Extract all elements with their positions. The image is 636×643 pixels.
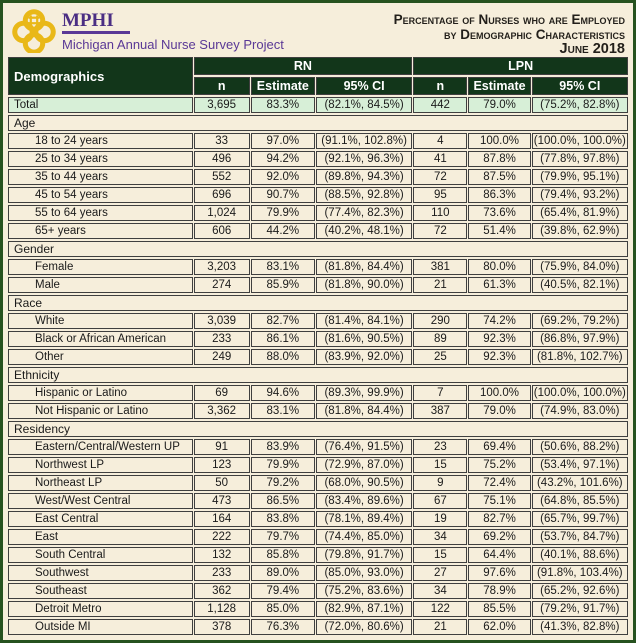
table-row (8, 313, 628, 329)
value-cell: (81.6%, 90.5%) (316, 331, 412, 347)
table-row (8, 583, 628, 599)
value-cell: 1,024 (194, 205, 250, 221)
value-cell: 86.1% (251, 331, 315, 347)
row-label: 35 to 44 years (8, 169, 193, 185)
section-row (8, 241, 628, 257)
value-cell: (81.8%, 84.4%) (316, 403, 412, 419)
value-cell: 15 (413, 457, 467, 473)
value-cell: (81.8%, 102.7%) (532, 349, 628, 365)
row-label: East Central (8, 511, 193, 527)
value-cell: 92.0% (251, 169, 315, 185)
section-label: Gender (8, 241, 628, 257)
value-cell: (89.3%, 99.9%) (316, 385, 412, 401)
value-cell: 61.3% (468, 277, 530, 293)
value-cell: 97.0% (251, 133, 315, 149)
table-row (8, 475, 628, 491)
value-cell: 15 (413, 547, 467, 563)
value-cell: 233 (194, 565, 250, 581)
section-row (8, 421, 628, 437)
value-cell: 69.2% (468, 529, 530, 545)
value-cell: 72 (413, 223, 467, 239)
value-cell: 123 (194, 457, 250, 473)
value-cell: 3,695 (194, 97, 250, 113)
value-cell: 21 (413, 619, 467, 635)
value-cell: 94.6% (251, 385, 315, 401)
row-label: West/West Central (8, 493, 193, 509)
brand-acronym: MPHI (62, 11, 130, 34)
section-label: Residency (8, 421, 628, 437)
value-cell: (40.1%, 88.6%) (532, 547, 628, 563)
value-cell: (75.2%, 83.6%) (316, 583, 412, 599)
lpn-estimate-header: Estimate (468, 77, 530, 95)
value-cell: 33 (194, 133, 250, 149)
value-cell: 222 (194, 529, 250, 545)
value-cell: (81.4%, 84.1%) (316, 313, 412, 329)
row-label: Southeast (8, 583, 193, 599)
value-cell: 473 (194, 493, 250, 509)
value-cell: 92.3% (468, 331, 530, 347)
value-cell: 86.5% (251, 493, 315, 509)
table-row (8, 259, 628, 275)
value-cell: 100.0% (468, 385, 530, 401)
section-row (8, 367, 628, 383)
value-cell: 83.3% (251, 97, 315, 113)
table-row (8, 187, 628, 203)
value-cell: (92.1%, 96.3%) (316, 151, 412, 167)
row-label: Eastern/Central/Western UP (8, 439, 193, 455)
value-cell: (68.0%, 90.5%) (316, 475, 412, 491)
value-cell: (100.0%, 100.0%) (532, 133, 628, 149)
value-cell: (88.5%, 92.8%) (316, 187, 412, 203)
value-cell: (83.9%, 92.0%) (316, 349, 412, 365)
row-label: Other (8, 349, 193, 365)
report-title (394, 9, 625, 57)
value-cell: 72 (413, 169, 467, 185)
rn-estimate-header: Estimate (251, 77, 315, 95)
value-cell: (53.4%, 97.1%) (532, 457, 628, 473)
table-row (8, 385, 628, 401)
value-cell: (69.2%, 79.2%) (532, 313, 628, 329)
group-header-row (8, 57, 628, 75)
rn-ci-header: 95% CI (316, 77, 412, 95)
value-cell: (65.7%, 99.7%) (532, 511, 628, 527)
row-label: Northwest LP (8, 457, 193, 473)
table-row (8, 547, 628, 563)
row-label: Male (8, 277, 193, 293)
value-cell: 3,203 (194, 259, 250, 275)
value-cell: 50 (194, 475, 250, 491)
value-cell: 82.7% (251, 313, 315, 329)
section-label: Ethnicity (8, 367, 628, 383)
brand-text (62, 9, 284, 52)
rn-n-header: n (194, 77, 250, 95)
value-cell: 7 (413, 385, 467, 401)
value-cell: (91.1%, 102.8%) (316, 133, 412, 149)
row-label: 65+ years (8, 223, 193, 239)
value-cell: 85.9% (251, 277, 315, 293)
value-cell: (81.8%, 84.4%) (316, 259, 412, 275)
value-cell: (53.7%, 84.7%) (532, 529, 628, 545)
table-row (8, 511, 628, 527)
value-cell: (79.8%, 91.7%) (316, 547, 412, 563)
value-cell: 122 (413, 601, 467, 617)
row-label: 55 to 64 years (8, 205, 193, 221)
value-cell: (72.9%, 87.0%) (316, 457, 412, 473)
value-cell: 92.3% (468, 349, 530, 365)
table-row (8, 457, 628, 473)
report-banner (3, 3, 633, 55)
report-title-line2: by Demographic Characteristics (443, 27, 625, 42)
value-cell: 44.2% (251, 223, 315, 239)
value-cell: 290 (413, 313, 467, 329)
section-label: Age (8, 115, 628, 131)
value-cell: 9 (413, 475, 467, 491)
value-cell: (64.8%, 85.5%) (532, 493, 628, 509)
value-cell: (82.1%, 84.5%) (316, 97, 412, 113)
value-cell: 79.9% (251, 457, 315, 473)
value-cell: 62.0% (468, 619, 530, 635)
value-cell: (83.4%, 89.6%) (316, 493, 412, 509)
row-label: South Central (8, 547, 193, 563)
value-cell: 387 (413, 403, 467, 419)
value-cell: 552 (194, 169, 250, 185)
value-cell: 606 (194, 223, 250, 239)
table-row (8, 151, 628, 167)
row-label: Northeast LP (8, 475, 193, 491)
value-cell: 132 (194, 547, 250, 563)
value-cell: (72.0%, 80.6%) (316, 619, 412, 635)
brand-subtitle: Michigan Annual Nurse Survey Project (62, 37, 284, 52)
value-cell: 83.9% (251, 439, 315, 455)
table-row (8, 331, 628, 347)
value-cell: 51.4% (468, 223, 530, 239)
total-row (8, 97, 628, 113)
value-cell: 27 (413, 565, 467, 581)
lpn-n-header: n (413, 77, 467, 95)
value-cell: 19 (413, 511, 467, 527)
row-label: Not Hispanic or Latino (8, 403, 193, 419)
row-label: 45 to 54 years (8, 187, 193, 203)
value-cell: 89.0% (251, 565, 315, 581)
value-cell: 41 (413, 151, 467, 167)
value-cell: 78.9% (468, 583, 530, 599)
table-row (8, 205, 628, 221)
value-cell: 79.0% (468, 97, 530, 113)
value-cell: 94.2% (251, 151, 315, 167)
value-cell: 100.0% (468, 133, 530, 149)
value-cell: 75.1% (468, 493, 530, 509)
value-cell: 1,128 (194, 601, 250, 617)
value-cell: (74.4%, 85.0%) (316, 529, 412, 545)
value-cell: 110 (413, 205, 467, 221)
row-label: Outside MI (8, 619, 193, 635)
report-title-date: June 2018 (559, 41, 625, 57)
value-cell: 83.1% (251, 259, 315, 275)
value-cell: (79.9%, 95.1%) (532, 169, 628, 185)
value-cell: 90.7% (251, 187, 315, 203)
value-cell: 274 (194, 277, 250, 293)
section-row (8, 115, 628, 131)
value-cell: (75.9%, 84.0%) (532, 259, 628, 275)
value-cell: 64.4% (468, 547, 530, 563)
row-label: Southwest (8, 565, 193, 581)
value-cell: 80.0% (468, 259, 530, 275)
value-cell: 3,039 (194, 313, 250, 329)
value-cell: (39.8%, 62.9%) (532, 223, 628, 239)
value-cell: (75.2%, 82.8%) (532, 97, 628, 113)
section-label: Race (8, 295, 628, 311)
value-cell: (91.8%, 103.4%) (532, 565, 628, 581)
table-row (8, 601, 628, 617)
brand-block (11, 9, 284, 53)
table-row (8, 403, 628, 419)
rn-group-header: RN (194, 57, 413, 75)
value-cell: 76.3% (251, 619, 315, 635)
value-cell: (77.4%, 82.3%) (316, 205, 412, 221)
table-row (8, 439, 628, 455)
row-label: White (8, 313, 193, 329)
table-body (8, 97, 628, 635)
table-row (8, 133, 628, 149)
value-cell: (82.9%, 87.1%) (316, 601, 412, 617)
value-cell: 67 (413, 493, 467, 509)
value-cell: 34 (413, 583, 467, 599)
value-cell: 378 (194, 619, 250, 635)
row-label: Female (8, 259, 193, 275)
row-label: Total (8, 97, 193, 113)
value-cell: 4 (413, 133, 467, 149)
report-title-line1: Percentage of Nurses who are Employed (393, 12, 625, 27)
value-cell: (41.3%, 82.8%) (532, 619, 628, 635)
value-cell: (100.0%, 100.0%) (532, 385, 628, 401)
value-cell: 69.4% (468, 439, 530, 455)
value-cell: 82.7% (468, 511, 530, 527)
value-cell: (77.8%, 97.8%) (532, 151, 628, 167)
section-row (8, 295, 628, 311)
value-cell: 72.4% (468, 475, 530, 491)
value-cell: 69 (194, 385, 250, 401)
table-header (8, 57, 628, 95)
value-cell: 25 (413, 349, 467, 365)
value-cell: 34 (413, 529, 467, 545)
value-cell: 85.8% (251, 547, 315, 563)
value-cell: 74.2% (468, 313, 530, 329)
value-cell: 88.0% (251, 349, 315, 365)
value-cell: 83.8% (251, 511, 315, 527)
table-row (8, 529, 628, 545)
value-cell: (74.9%, 83.0%) (532, 403, 628, 419)
value-cell: 85.0% (251, 601, 315, 617)
value-cell: (89.8%, 94.3%) (316, 169, 412, 185)
value-cell: 79.0% (468, 403, 530, 419)
row-label: 18 to 24 years (8, 133, 193, 149)
value-cell: 75.2% (468, 457, 530, 473)
value-cell: 696 (194, 187, 250, 203)
value-cell: 164 (194, 511, 250, 527)
value-cell: 442 (413, 97, 467, 113)
value-cell: (65.4%, 81.9%) (532, 205, 628, 221)
row-label: East (8, 529, 193, 545)
value-cell: (86.8%, 97.9%) (532, 331, 628, 347)
table-row (8, 277, 628, 293)
table-row (8, 349, 628, 365)
table-row (8, 565, 628, 581)
value-cell: (79.2%, 91.7%) (532, 601, 628, 617)
value-cell: 87.5% (468, 169, 530, 185)
value-cell: 95 (413, 187, 467, 203)
table-row (8, 169, 628, 185)
value-cell: 79.7% (251, 529, 315, 545)
value-cell: 86.3% (468, 187, 530, 203)
demographics-column-header: Demographics (8, 57, 193, 95)
value-cell: 362 (194, 583, 250, 599)
value-cell: (78.1%, 89.4%) (316, 511, 412, 527)
value-cell: 233 (194, 331, 250, 347)
value-cell: 21 (413, 277, 467, 293)
value-cell: 3,362 (194, 403, 250, 419)
value-cell: 87.8% (468, 151, 530, 167)
value-cell: 23 (413, 439, 467, 455)
value-cell: 496 (194, 151, 250, 167)
value-cell: (85.0%, 93.0%) (316, 565, 412, 581)
value-cell: 381 (413, 259, 467, 275)
value-cell: (65.2%, 92.6%) (532, 583, 628, 599)
value-cell: 85.5% (468, 601, 530, 617)
row-label: Hispanic or Latino (8, 385, 193, 401)
value-cell: (81.8%, 90.0%) (316, 277, 412, 293)
table-row (8, 619, 628, 635)
row-label: 25 to 34 years (8, 151, 193, 167)
value-cell: 249 (194, 349, 250, 365)
value-cell: (50.6%, 88.2%) (532, 439, 628, 455)
value-cell: 79.9% (251, 205, 315, 221)
value-cell: 89 (413, 331, 467, 347)
value-cell: 97.6% (468, 565, 530, 581)
value-cell: 73.6% (468, 205, 530, 221)
table-row (8, 493, 628, 509)
lpn-group-header: LPN (413, 57, 628, 75)
value-cell: 79.4% (251, 583, 315, 599)
table-row (8, 223, 628, 239)
mphi-quatrefoil-logo-icon (11, 9, 57, 53)
row-label: Detroit Metro (8, 601, 193, 617)
row-label: Black or African American (8, 331, 193, 347)
lpn-ci-header: 95% CI (532, 77, 628, 95)
value-cell: (40.2%, 48.1%) (316, 223, 412, 239)
value-cell: 79.2% (251, 475, 315, 491)
value-cell: 91 (194, 439, 250, 455)
value-cell: 83.1% (251, 403, 315, 419)
value-cell: (40.5%, 82.1%) (532, 277, 628, 293)
value-cell: (43.2%, 101.6%) (532, 475, 628, 491)
nurse-employment-table (7, 55, 629, 637)
value-cell: (79.4%, 93.2%) (532, 187, 628, 203)
value-cell: (76.4%, 91.5%) (316, 439, 412, 455)
